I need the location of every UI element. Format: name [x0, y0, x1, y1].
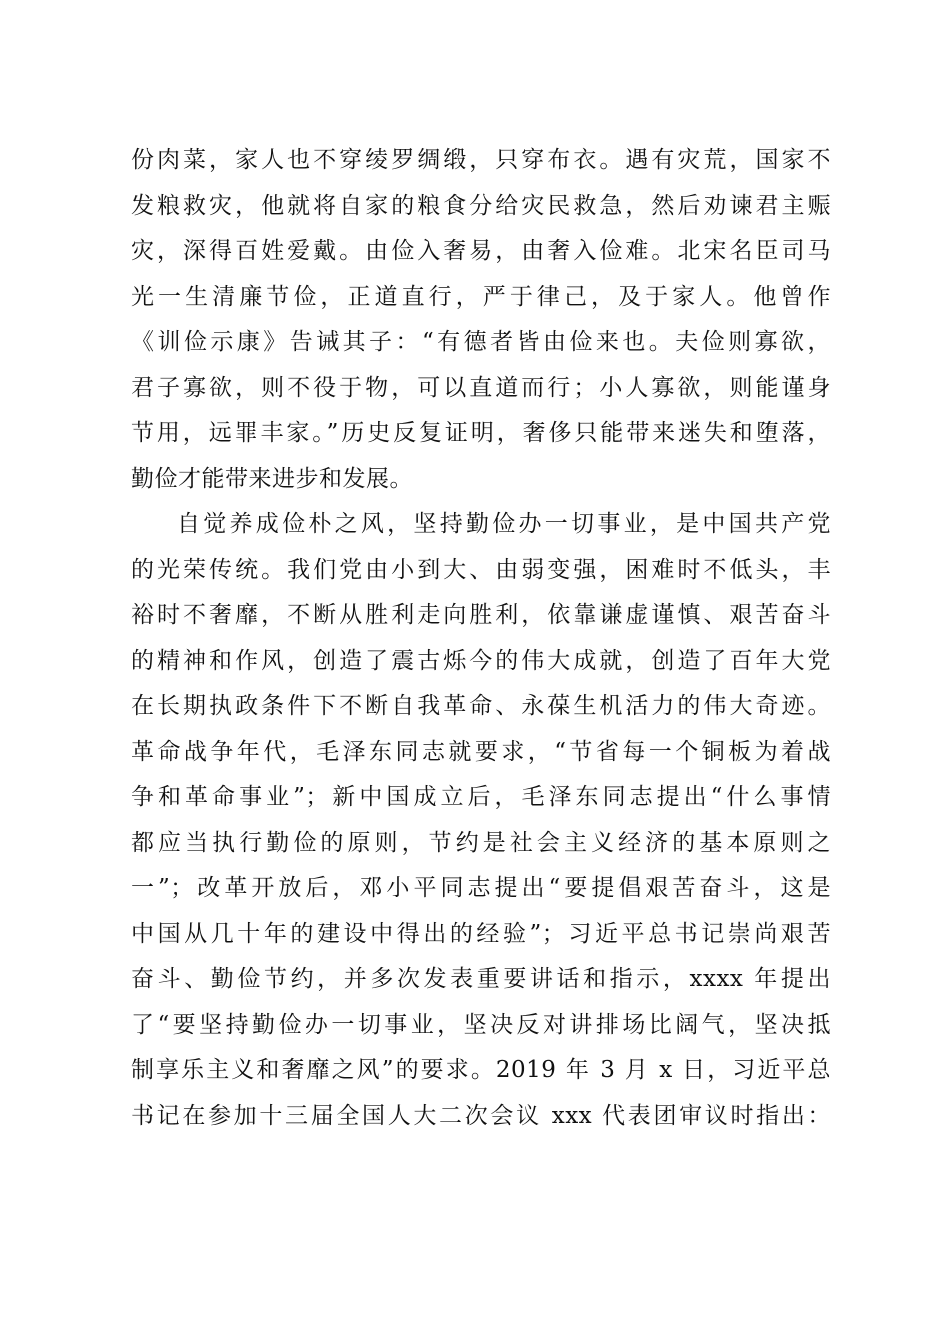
paragraph-2-line-2: 的光荣传统。我们党由小到大、由弱变强，困难时不低头，丰 [131, 556, 831, 583]
paragraph-2-line-8: 都应当执行勤俭的原则，节约是社会主义经济的基本原则之 [131, 829, 831, 856]
paragraph-2-line-6: 革命战争年代，毛泽东同志就要求，“节省每一个铜板为着战 [131, 738, 831, 765]
paragraph-2-line-9: 一”；改革开放后，邓小平同志提出“要提倡艰苦奋斗，这是 [131, 875, 831, 901]
paragraph-2-line-11: 奋斗、勤俭节约，并多次发表重要讲话和指示，xxxx 年提出 [131, 966, 831, 992]
body-text [131, 138, 831, 1139]
paragraph-1-line-7: 节用，远罪丰家。”历史反复证明，奢侈只能带来迷失和堕落， [131, 420, 831, 446]
paragraph-2-line-14: 书记在参加十三届全国人大二次会议 xxx 代表团审议时指出： [131, 1102, 831, 1129]
paragraph-1-line-8: 勤俭才能带来进步和发展。 [131, 465, 413, 492]
paragraph-1-line-6: 君子寡欲，则不役于物，可以直道而行；小人寡欲，则能谨身 [131, 374, 831, 401]
paragraph-2-line-4: 的精神和作风，创造了震古烁今的伟大成就，创造了百年大党 [131, 647, 831, 674]
paragraph-1-line-5: 《训俭示康》告诫其子：“有德者皆由俭来也。夫俭则寡欲， [131, 329, 831, 355]
paragraph-1-line-2: 发粮救灾，他就将自家的粮食分给灾民救急，然后劝谏君主赈 [131, 192, 831, 219]
paragraph-2-line-5: 在长期执政条件下不断自我革命、永葆生机活力的伟大奇迹。 [131, 693, 831, 719]
paragraph-2-line-1: 自觉养成俭朴之风，坚持勤俭办一切事业，是中国共产党 [177, 511, 831, 537]
paragraph-1-line-1: 份肉菜，家人也不穿绫罗绸缎，只穿布衣。遇有灾荒，国家不 [131, 147, 831, 173]
paragraph-2-line-13: 制享乐主义和奢靡之风”的要求。2019 年 3 月 x 日，习近平总 [131, 1057, 831, 1083]
paragraph-2-line-12: 了“要坚持勤俭办一切事业，坚决反对讲排场比阔气，坚决抵 [131, 1011, 831, 1038]
paragraph-1-line-3: 灾，深得百姓爱戴。由俭入奢易，由奢入俭难。北宋名臣司马 [131, 238, 831, 264]
paragraph-2-line-3: 裕时不奢靡，不断从胜利走向胜利，依靠谦虚谨慎、艰苦奋斗 [131, 602, 831, 628]
paragraph-2-line-10: 中国从几十年的建设中得出的经验”；习近平总书记崇尚艰苦 [131, 920, 831, 947]
paragraph-2-line-7: 争和革命事业”；新中国成立后，毛泽东同志提出“什么事情 [131, 784, 831, 810]
paragraph-1-line-4: 光一生清廉节俭，正道直行，严于律己，及于家人。他曾作 [131, 283, 831, 310]
